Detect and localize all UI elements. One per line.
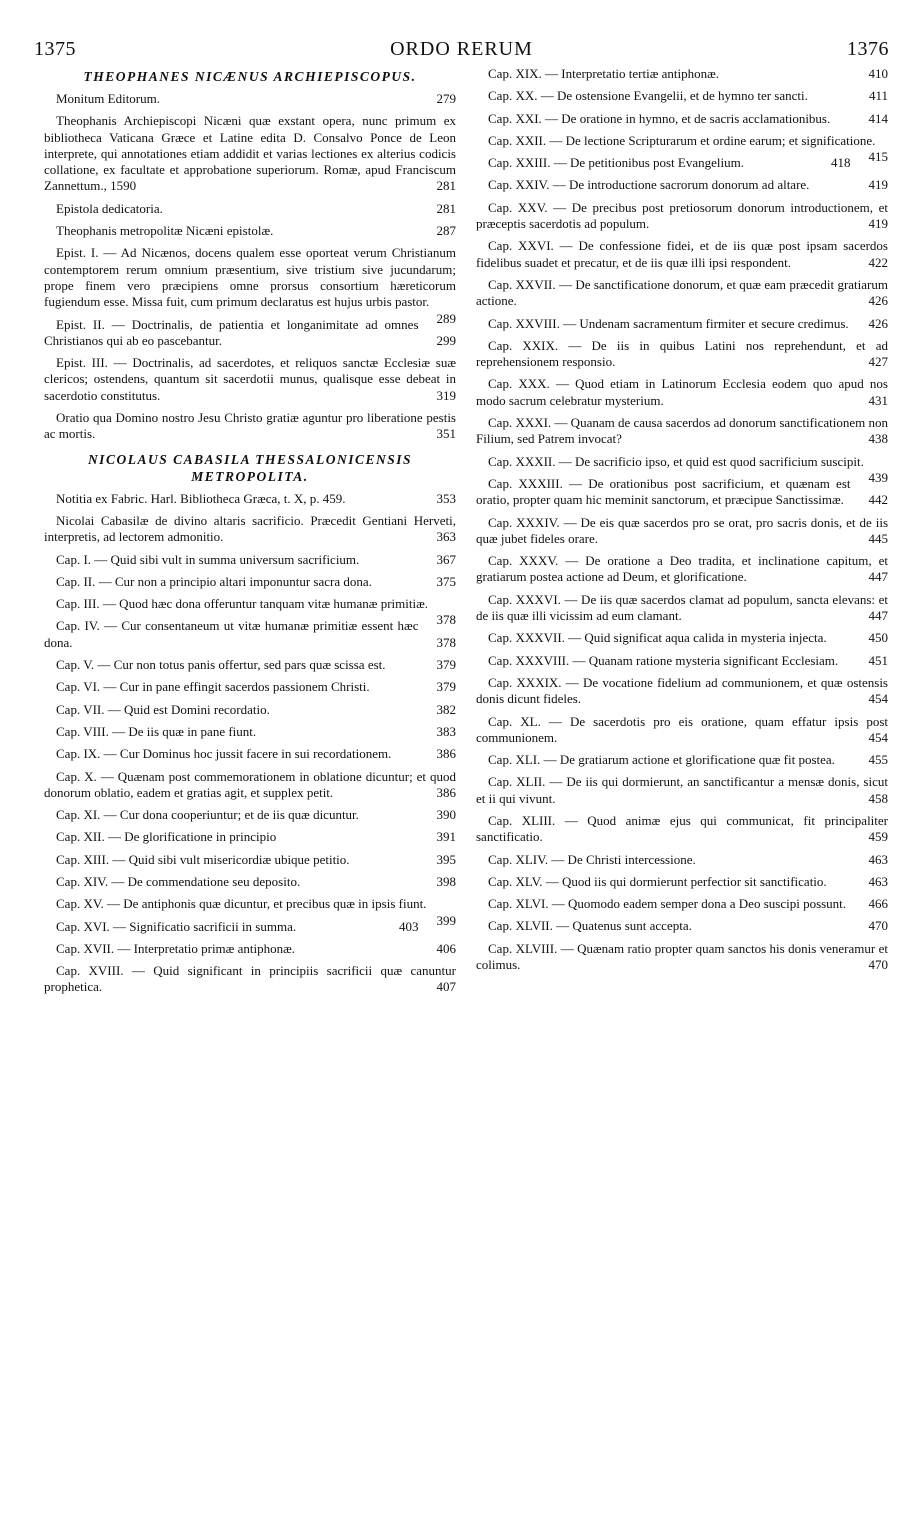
entry-page-number: 375 bbox=[436, 573, 456, 589]
index-entry bbox=[44, 574, 456, 590]
entry-page-number: 445 bbox=[868, 530, 888, 546]
entry-page-number: 411 bbox=[868, 88, 888, 104]
entry-page-number: 463 bbox=[868, 873, 888, 889]
entry-text: Cap. XLII. — De iis qui dormierunt, an sanctificantur a mensæ donis, sicut et ii qui vivunt. bbox=[476, 774, 888, 806]
index-entry bbox=[44, 807, 456, 823]
entry-text: Cap. I. — Quid sibi vult in summa universum sacrificium. bbox=[56, 551, 360, 567]
index-entry bbox=[476, 338, 888, 371]
entry-page-number: 447 bbox=[868, 608, 888, 624]
entry-page-number: 455 bbox=[868, 752, 888, 768]
entry-page-number: 466 bbox=[868, 896, 888, 912]
index-entry bbox=[476, 896, 888, 912]
entry-text: Cap. XLIII. — Quod animæ ejus qui communicat, fit principaliter sanctificatio. bbox=[476, 812, 888, 845]
entry-text: Cap. XLVI. — Quomodo eadem semper dona a Deo suscipi possunt. bbox=[488, 896, 847, 912]
entry-page-number: 458 bbox=[868, 790, 888, 806]
entry-page-number: 379 bbox=[436, 657, 456, 673]
index-entry bbox=[44, 91, 456, 107]
entry-text: Cap. XXV. — De precibus post pretiosorum donorum introductionem, et præceptis sacerdotis ad populum. bbox=[476, 199, 888, 232]
entry-page-number: 289 bbox=[436, 310, 456, 326]
entry-text: Cap. II. — Cur non a principio altari imponuntur sacra dona. bbox=[56, 573, 372, 589]
index-entry bbox=[476, 675, 888, 708]
right-column bbox=[476, 66, 888, 979]
entry-text: Cap. XIX. — Interpretatio tertiæ antiphonæ. bbox=[488, 66, 720, 81]
entry-text: Epist. I. — Ad Nicænos, docens qualem esse oporteat verum Christianum contemptorem rerum omnium præsentium, sive tristium sive jucundarum; prope finem vero præcipiens omne prorsus consortium hæreticorum fugiendum esse. Missa fuit, cum primum declaratus est hujus urbis pastor. bbox=[44, 245, 456, 310]
index-entry bbox=[44, 513, 456, 546]
entry-page-number: 319 bbox=[436, 387, 456, 403]
entry-page-number: 382 bbox=[436, 701, 456, 717]
entry-text: Cap. XXI. — De oratione in hymno, et de sacris acclamationibus. bbox=[488, 110, 831, 126]
entry-text: Cap. XI. — Cur dona cooperiuntur; et de iis quæ dicuntur. bbox=[56, 807, 359, 823]
index-entry bbox=[44, 769, 456, 802]
entry-page-number: 431 bbox=[868, 392, 888, 408]
entry-page-number: 470 bbox=[868, 918, 888, 934]
entry-text: Cap. X. — Quænam post commemorationem in oblatione dicuntur; et quod donorum oblatio, eadem et gratias agit, et supplex petit. bbox=[44, 768, 456, 800]
entry-text: Cap. III. — Quod hæc dona offeruntur tanquam vitæ humanæ primitiæ. bbox=[56, 596, 429, 612]
entry-text: Theophanis Archiepiscopi Nicæni quæ exstant opera, nunc primum ex bibliotheca Vaticana Græce et Latine edita D. Consalvo Ponce de Leon interprete, qui annotationes etiam addidit et varias lectiones ex alterius codicis collatione, ex facultate et approbatione superiorum. Romæ, apud Franciscum Zannettum., 1590 bbox=[44, 113, 456, 194]
index-entry bbox=[476, 653, 888, 669]
entry-text: Cap. XV. — De antiphonis quæ dicuntur, et precibus quæ in ipsis fiunt. bbox=[56, 896, 427, 912]
index-entry bbox=[44, 963, 456, 996]
entry-text: Cap. XIII. — Quid sibi vult misericordiæ ubique petitio. bbox=[56, 851, 350, 867]
entry-page-number: 406 bbox=[436, 940, 456, 956]
entry-page-number: 447 bbox=[868, 569, 888, 585]
entry-page-number: 410 bbox=[868, 66, 888, 81]
entry-text: Cap. XXXIII. — De orationibus post sacrificium, et quænam est oratio, propter quam hic meminit sanctorum, et præcipue Sanctissimæ. bbox=[476, 475, 851, 508]
entry-page-number: 287 bbox=[436, 223, 456, 239]
page-number-left: 1375 bbox=[34, 38, 76, 60]
entry-text: Cap. XXXII. — De sacrificio ipso, et quid est quod sacrificium suscipit. bbox=[488, 453, 864, 469]
entry-text: Cap. VI. — Cur in pane effingit sacerdos passionem Christi. bbox=[56, 679, 370, 695]
index-entry bbox=[476, 238, 888, 271]
entry-page-number: 415 bbox=[868, 149, 888, 165]
entry-page-number: 299 bbox=[436, 332, 456, 348]
entry-text: Cap. XXXI. — Quanam de causa sacerdos ad donorum sanctificationem non Filium, sed Patrem invocat? bbox=[476, 415, 888, 447]
entry-text: Cap. XXIX. — De iis in quibus Latini nos reprehendunt, et ad reprehensionem responsio. bbox=[476, 337, 888, 370]
entry-page-number: 470 bbox=[868, 957, 888, 973]
entry-page-number: 363 bbox=[436, 529, 456, 545]
entry-page-number: 386 bbox=[436, 784, 456, 800]
index-entry bbox=[44, 201, 456, 217]
entry-page-number: 379 bbox=[436, 679, 456, 695]
entry-page-number: 439 bbox=[868, 469, 888, 485]
entry-text: Cap. IV. — Cur consentaneum ut vitæ humanæ primitiæ essent hæc dona. bbox=[44, 618, 419, 650]
entry-page-number: 459 bbox=[868, 829, 888, 845]
entry-text: Cap. XLI. — De gratiarum actione et glorificatione quæ fit postea. bbox=[488, 752, 835, 768]
index-entry bbox=[44, 355, 456, 404]
entry-text: Cap. XXXIV. — De eis quæ sacerdos pro se orat, pro sacris donis, et de iis quæ jubet fideles orare. bbox=[476, 514, 888, 546]
entry-text: Cap. XXXV. — De oratione a Deo tradita, et inclinatione capitum, et gratiarum postea actione ad Deum, et glorificatione. bbox=[476, 553, 888, 585]
index-entry bbox=[476, 813, 888, 846]
entry-page-number: 281 bbox=[436, 178, 456, 194]
entry-page-number: 419 bbox=[868, 177, 888, 193]
entry-page-number: 395 bbox=[436, 851, 456, 867]
entry-text: Cap. XXXIX. — De vocatione fidelium ad communionem, et quæ ostensis donis dicunt fideles. bbox=[476, 674, 888, 707]
index-entry bbox=[476, 415, 888, 448]
entry-page-number: 422 bbox=[868, 254, 888, 270]
index-entry bbox=[476, 277, 888, 310]
entry-page-number: 367 bbox=[436, 551, 456, 567]
index-entry bbox=[476, 515, 888, 548]
index-entry bbox=[44, 724, 456, 740]
entry-text: Oratio qua Domino nostro Jesu Christo gratiæ aguntur pro liberatione pestis ac mortis. bbox=[44, 410, 456, 442]
entry-text: Cap. XX. — De ostensione Evangelii, et de hymno ter sancti. bbox=[488, 88, 808, 104]
entry-text: Cap. XXIII. — De petitionibus post Evangelium. bbox=[488, 155, 744, 171]
index-entry bbox=[44, 874, 456, 890]
entry-page-number: 450 bbox=[868, 630, 888, 646]
entry-text: Cap. XXIV. — De introductione sacrorum donorum ad altare. bbox=[488, 177, 810, 193]
index-entry bbox=[476, 553, 888, 586]
index-entry bbox=[44, 852, 456, 868]
index-entry bbox=[44, 317, 456, 350]
index-entry bbox=[476, 88, 888, 104]
entry-text: Notitia ex Fabric. Harl. Bibliotheca Græca, t. X, p. 459. bbox=[56, 490, 346, 506]
index-entry bbox=[476, 630, 888, 646]
entry-page-number: 426 bbox=[868, 293, 888, 309]
entry-page-number: 398 bbox=[436, 873, 456, 889]
entry-text: Cap. XII. — De glorificatione in principio bbox=[56, 829, 277, 845]
index-entry bbox=[476, 874, 888, 890]
index-entry bbox=[44, 552, 456, 568]
index-entry bbox=[476, 941, 888, 974]
entry-page-number: 438 bbox=[868, 431, 888, 447]
entry-text: Cap. XXII. — De lectione Scripturarum et ordine earum; et significatione. bbox=[488, 132, 876, 148]
entry-page-number: 442 bbox=[868, 492, 888, 508]
running-title: ORDO RERUM bbox=[390, 38, 533, 60]
entry-page-number: 454 bbox=[868, 691, 888, 707]
entry-page-number: 418 bbox=[831, 155, 851, 171]
entry-text: Cap. XXX. — Quod etiam in Latinorum Ecclesia eodem quo apud nos modo sacrum celebratur mysterium. bbox=[476, 376, 888, 408]
entry-page-number: 427 bbox=[868, 354, 888, 370]
entry-page-number: 451 bbox=[868, 652, 888, 668]
entry-page-number: 426 bbox=[868, 315, 888, 331]
entry-text: Cap. XXVI. — De confessione fidei, et de iis quæ post ipsam sacerdos fidelibus suadet et precatur, et de iis quæ illi ipsi respondent. bbox=[476, 238, 888, 270]
entry-text: Epist. III. — Doctrinalis, ad sacerdotes, et reliquos sanctæ Ecclesiæ suæ clericos; ostendens, quantum sit sacerdotii munus, qualisque esse debeat in sacerdotio constitutus. bbox=[44, 355, 456, 403]
entry-page-number: 281 bbox=[436, 200, 456, 216]
entry-page-number: 351 bbox=[436, 426, 456, 442]
entry-text: Cap. XLV. — Quod iis qui dormierunt perfectior sit sanctificatio. bbox=[488, 873, 827, 889]
index-entry bbox=[476, 774, 888, 807]
index-entry bbox=[476, 752, 888, 768]
index-entry bbox=[476, 852, 888, 868]
index-entry bbox=[44, 223, 456, 239]
entry-page-number: 403 bbox=[399, 918, 419, 934]
index-entry bbox=[476, 111, 888, 127]
entry-text: Cap. VIII. — De iis quæ in pane fiunt. bbox=[56, 723, 257, 739]
entry-page-number: 454 bbox=[868, 729, 888, 745]
entry-text: Cap. XLVIII. — Quænam ratio propter quam sanctos his donis veneramur et colimus. bbox=[476, 940, 888, 973]
entry-text: Cap. XXVIII. — Undenam sacramentum firmiter et secure credimus. bbox=[488, 315, 849, 331]
entry-text: Cap. XLVII. — Quatenus sunt accepta. bbox=[488, 918, 692, 934]
entry-text: Cap. XIV. — De commendatione seu deposito. bbox=[56, 873, 301, 889]
index-entry bbox=[44, 829, 456, 845]
entry-page-number: 378 bbox=[436, 612, 456, 628]
entry-text: Cap. XXVII. — De sanctificatione donorum, et quæ eam præcedit gratiarum actione. bbox=[476, 276, 888, 309]
entry-page-number: 407 bbox=[436, 979, 456, 995]
entry-page-number: 279 bbox=[436, 91, 456, 106]
entry-page-number: 390 bbox=[436, 807, 456, 823]
index-entry bbox=[476, 714, 888, 747]
left-column bbox=[44, 66, 456, 1002]
entry-list bbox=[476, 66, 888, 973]
page-number-right: 1376 bbox=[847, 38, 889, 60]
entry-text: Cap. XL. — De sacerdotis pro eis oratione, quam effatur ipsis post communionem. bbox=[476, 713, 888, 745]
index-entry bbox=[44, 919, 456, 935]
entry-text: Cap. IX. — Cur Dominus hoc jussit facere in sui recordationem. bbox=[56, 746, 392, 762]
entry-text: Nicolai Cabasilæ de divino altaris sacrificio. Præcedit Gentiani Herveti, interpretis, ad lectorem admonitio. bbox=[44, 512, 456, 545]
section-title: NICOLAUS CABASILA THESSALONICENSIS METROPOLITA. bbox=[87, 451, 413, 484]
index-entry bbox=[476, 592, 888, 625]
index-entry bbox=[44, 410, 456, 443]
entry-list bbox=[44, 491, 456, 996]
entry-page-number: 391 bbox=[436, 829, 456, 845]
entry-page-number: 378 bbox=[436, 634, 456, 650]
index-entry bbox=[476, 453, 888, 485]
entry-text: Cap. XVI. — Significatio sacrificii in summa. bbox=[56, 918, 297, 934]
index-entry bbox=[476, 376, 888, 409]
index-entry bbox=[44, 679, 456, 695]
index-entry bbox=[476, 155, 888, 171]
index-entry bbox=[44, 618, 456, 651]
index-entry bbox=[476, 66, 888, 82]
index-entry bbox=[44, 245, 456, 326]
index-entry bbox=[44, 746, 456, 762]
entry-page-number: 419 bbox=[868, 216, 888, 232]
index-entry bbox=[476, 918, 888, 934]
entry-text: Theophanis metropolitæ Nicæni epistolæ. bbox=[56, 223, 274, 239]
entry-text: Cap. XVII. — Interpretatio primæ antiphonæ. bbox=[56, 940, 296, 956]
index-entry bbox=[476, 177, 888, 193]
entry-text: Cap. XXXVII. — Quid significat aqua calida in mysteria injecta. bbox=[488, 630, 827, 646]
entry-page-number: 399 bbox=[436, 912, 456, 928]
page-header bbox=[34, 38, 889, 64]
entry-page-number: 414 bbox=[868, 110, 888, 126]
entry-page-number: 383 bbox=[436, 723, 456, 739]
index-entry bbox=[476, 200, 888, 233]
entry-text: Cap. V. — Cur non totus panis offertur, sed pars quæ scissa est. bbox=[56, 657, 386, 673]
index-entry bbox=[44, 491, 456, 507]
entry-list bbox=[44, 91, 456, 443]
index-entry bbox=[44, 702, 456, 718]
index-entry bbox=[44, 657, 456, 673]
entry-text: Epist. II. — Doctrinalis, de patientia et longanimitate ad omnes Christianos qui ab eo pascebantur. bbox=[44, 316, 419, 348]
index-entry bbox=[44, 596, 456, 628]
entry-page-number: 463 bbox=[868, 851, 888, 867]
index-entry bbox=[476, 316, 888, 332]
entry-text: Epistola dedicatoria. bbox=[56, 200, 163, 216]
index-entry bbox=[476, 476, 888, 509]
index-entry bbox=[44, 941, 456, 957]
entry-text: Cap. XXXVIII. — Quanam ratione mysteria significant Ecclesiam. bbox=[488, 652, 839, 668]
entry-text: Cap. XLIV. — De Christi intercessione. bbox=[488, 851, 696, 867]
entry-text: Cap. VII. — Quid est Domini recordatio. bbox=[56, 701, 270, 717]
entry-text: Cap. XXXVI. — De iis quæ sacerdos clamat ad populum, sancta elevans: et de iis quæ illi vicissim ad eum clamant. bbox=[476, 591, 888, 624]
entry-text: Cap. XVIII. — Quid significant in principiis sacrificii quæ canuntur prophetica. bbox=[44, 963, 456, 995]
entry-page-number: 386 bbox=[436, 746, 456, 762]
entry-page-number: 353 bbox=[436, 490, 456, 506]
entry-text: Monitum Editorum. bbox=[56, 91, 160, 106]
index-entry bbox=[44, 113, 456, 194]
section-title: THEOPHANES NICÆNUS ARCHIEPISCOPUS. bbox=[83, 69, 417, 84]
